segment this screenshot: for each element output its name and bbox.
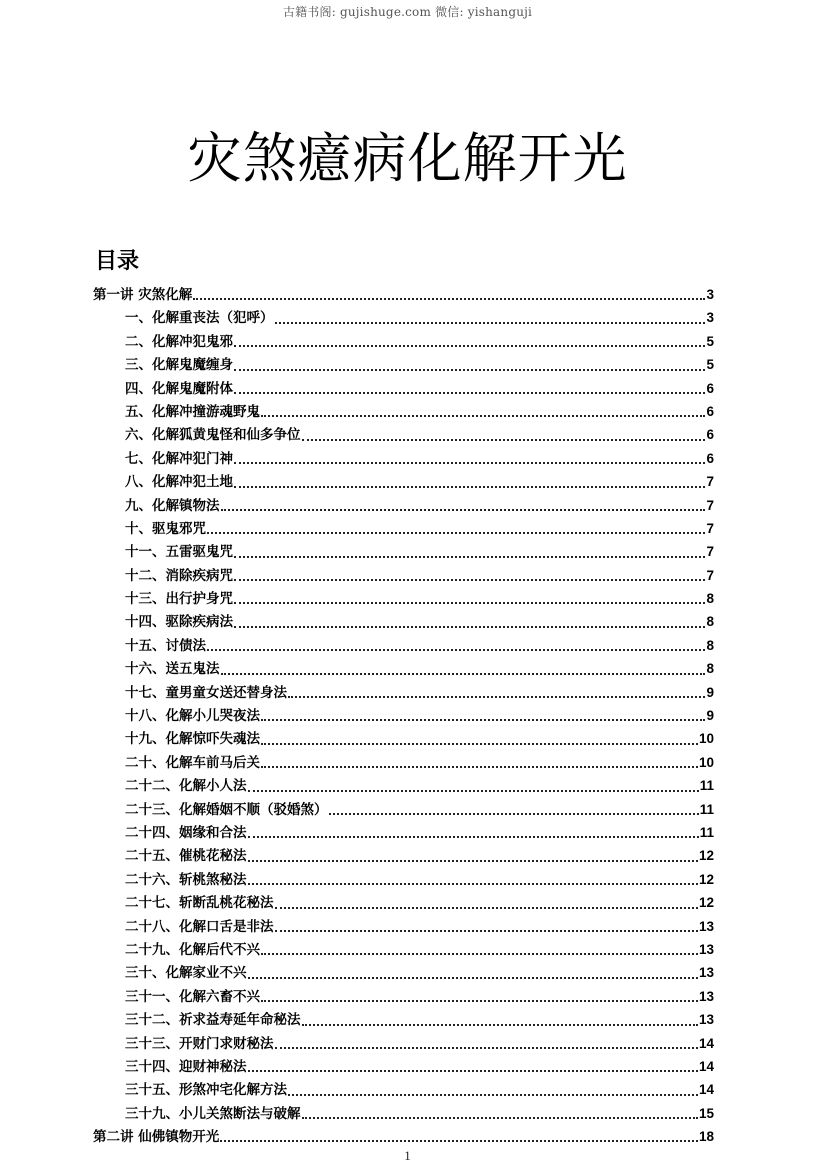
- toc-section-entry[interactable]: [93, 540, 714, 563]
- toc-section-entry[interactable]: [93, 657, 714, 680]
- toc-section-entry[interactable]: [93, 1078, 714, 1101]
- toc-entry-label: 二十七、斩断乱桃花秘法: [125, 895, 274, 912]
- toc-section-entry[interactable]: [93, 798, 714, 821]
- toc-entry-page: 10: [698, 754, 714, 770]
- toc-entry-page: 7: [706, 544, 714, 560]
- toc-heading: 目录: [95, 249, 140, 274]
- toc-section-entry[interactable]: [93, 517, 714, 540]
- toc-section-entry[interactable]: [93, 377, 714, 400]
- toc-entry-label: 十八、化解小儿哭夜法: [125, 708, 260, 725]
- toc-entry-label: 十六、送五鬼法: [125, 661, 220, 678]
- toc-entry-page: 13: [698, 1012, 714, 1028]
- toc-entry-label: 二十五、催桃花秘法: [125, 848, 247, 865]
- header-watermark: 古籍书阁: gujishuge.com 微信: yishanguji: [282, 5, 533, 19]
- toc-entry-page: 11: [699, 778, 714, 794]
- toc-entry-page: 9: [706, 708, 714, 724]
- dot-leader: [248, 1069, 698, 1072]
- document-title: 灾煞癔病化解开光: [187, 129, 628, 189]
- table-of-contents: [93, 283, 714, 1148]
- toc-section-entry[interactable]: [93, 985, 714, 1008]
- toc-section-entry[interactable]: [93, 915, 714, 938]
- toc-entry-label: 第二讲 仙佛镇物开光: [93, 1129, 220, 1146]
- toc-entry-page: 14: [698, 1082, 714, 1098]
- dot-leader: [261, 999, 698, 1002]
- toc-entry-label: 十二、消除疾病咒: [125, 567, 233, 584]
- toc-section-entry[interactable]: [93, 400, 714, 423]
- dot-leader: [220, 1139, 698, 1142]
- toc-entry-label: 十三、出行护身咒: [125, 591, 233, 608]
- toc-section-entry[interactable]: [93, 891, 714, 914]
- toc-entry-page: 6: [706, 380, 714, 396]
- toc-entry-label: 四、化解鬼魔附体: [125, 380, 233, 397]
- toc-section-entry[interactable]: [93, 494, 714, 517]
- dot-leader: [288, 695, 705, 698]
- toc-entry-label: 十五、讨债法: [125, 637, 206, 654]
- toc-chapter-entry[interactable]: [93, 1125, 714, 1148]
- toc-entry-page: 11: [699, 801, 714, 817]
- dot-leader: [261, 414, 705, 417]
- toc-section-entry[interactable]: [93, 681, 714, 704]
- toc-entry-label: 五、化解冲撞游魂野鬼: [125, 403, 260, 420]
- toc-section-entry[interactable]: [93, 447, 714, 470]
- toc-entry-label: 八、化解冲犯土地: [125, 474, 233, 491]
- toc-entry-page: 18: [698, 1129, 714, 1145]
- toc-entry-page: 7: [706, 474, 714, 490]
- toc-section-entry[interactable]: [93, 470, 714, 493]
- toc-entry-page: 6: [706, 450, 714, 466]
- toc-section-entry[interactable]: [93, 774, 714, 797]
- dot-leader: [248, 976, 698, 979]
- dot-leader: [248, 859, 698, 862]
- dot-leader: [275, 321, 706, 324]
- toc-entry-label: 三十四、迎财神秘法: [125, 1058, 247, 1075]
- toc-section-entry[interactable]: [93, 634, 714, 657]
- dot-leader: [261, 742, 698, 745]
- toc-entry-page: 14: [698, 1035, 714, 1051]
- toc-section-entry[interactable]: [93, 751, 714, 774]
- dot-leader: [261, 952, 698, 955]
- toc-entry-page: 5: [706, 357, 714, 373]
- toc-chapter-entry[interactable]: [93, 283, 714, 306]
- toc-section-entry[interactable]: [93, 821, 714, 844]
- page-number: 1: [404, 1148, 411, 1163]
- dot-leader: [207, 531, 705, 534]
- toc-entry-page: 10: [698, 731, 714, 747]
- toc-section-entry[interactable]: [93, 844, 714, 867]
- toc-entry-label: 二十六、斩桃煞秘法: [125, 871, 247, 888]
- dot-leader: [275, 1046, 698, 1049]
- toc-entry-page: 9: [706, 684, 714, 700]
- toc-entry-page: 3: [706, 287, 714, 302]
- toc-entry-label: 十九、化解惊吓失魂法: [125, 731, 260, 748]
- toc-entry-label: 二十三、化解婚姻不顺（驳婚煞）: [125, 801, 328, 818]
- toc-entry-label: 十七、童男童女送还替身法: [125, 684, 287, 701]
- dot-leader: [234, 555, 705, 558]
- toc-entry-label: 三十一、化解六畜不兴: [125, 988, 260, 1005]
- toc-entry-label: 一、化解重丧法（犯呼）: [125, 310, 274, 327]
- dot-leader: [275, 929, 698, 932]
- toc-entry-label: 七、化解冲犯门神: [125, 450, 233, 467]
- toc-entry-label: 六、化解狐黄鬼怪和仙多争位: [125, 427, 301, 444]
- toc-entry-page: 6: [706, 403, 714, 419]
- toc-entry-label: 十一、五雷驱鬼咒: [125, 544, 233, 561]
- toc-entry-page: 11: [699, 824, 714, 840]
- toc-section-entry[interactable]: [93, 306, 714, 329]
- dot-leader: [302, 438, 706, 441]
- dot-leader: [234, 485, 705, 488]
- toc-entry-label: 三、化解鬼魔缠身: [125, 357, 233, 374]
- dot-leader: [261, 765, 698, 768]
- toc-section-entry[interactable]: [93, 938, 714, 961]
- toc-entry-label: 二十二、化解小人法: [125, 778, 247, 795]
- toc-section-entry[interactable]: [93, 1102, 714, 1125]
- toc-entry-page: 12: [698, 871, 714, 887]
- toc-section-entry[interactable]: [93, 1032, 714, 1055]
- toc-entry-label: 二十四、姻缘和合法: [125, 824, 247, 841]
- dot-leader: [234, 368, 705, 371]
- dot-leader: [234, 578, 705, 581]
- toc-entry-page: 3: [706, 310, 714, 326]
- toc-entry-page: 8: [706, 614, 714, 630]
- toc-entry-label: 九、化解镇物法: [125, 497, 220, 514]
- dot-leader: [234, 625, 705, 628]
- toc-entry-page: 5: [706, 333, 714, 349]
- toc-entry-page: 13: [698, 918, 714, 934]
- toc-section-entry[interactable]: [93, 1055, 714, 1078]
- dot-leader: [234, 461, 705, 464]
- toc-entry-label: 二十八、化解口舌是非法: [125, 918, 274, 935]
- toc-entry-page: 7: [706, 520, 714, 536]
- toc-entry-page: 13: [698, 988, 714, 1004]
- toc-section-entry[interactable]: [93, 423, 714, 446]
- toc-entry-page: 7: [706, 567, 714, 583]
- dot-leader: [261, 718, 705, 721]
- toc-entry-page: 15: [698, 1105, 714, 1121]
- toc-section-entry[interactable]: [93, 330, 714, 353]
- toc-entry-page: 8: [706, 591, 714, 607]
- dot-leader: [221, 508, 706, 511]
- toc-section-entry[interactable]: [93, 704, 714, 727]
- toc-entry-label: 三十九、小儿关煞断法与破解: [125, 1105, 301, 1122]
- toc-entry-page: 6: [706, 427, 714, 443]
- toc-entry-page: 14: [698, 1058, 714, 1074]
- dot-leader: [207, 648, 705, 651]
- toc-entry-page: 13: [698, 965, 714, 981]
- dot-leader: [302, 1116, 698, 1119]
- dot-leader: [221, 672, 706, 675]
- dot-leader: [302, 1023, 698, 1026]
- dot-leader: [275, 906, 698, 909]
- toc-entry-page: 12: [698, 848, 714, 864]
- toc-section-entry[interactable]: [93, 564, 714, 587]
- dot-leader: [288, 1093, 698, 1096]
- toc-entry-label: 十四、驱除疾病法: [125, 614, 233, 631]
- dot-leader: [329, 812, 699, 815]
- toc-entry-label: 三十三、开财门求财秘法: [125, 1035, 274, 1052]
- toc-entry-label: 三十二、祈求益寿延年命秘法: [125, 1012, 301, 1029]
- toc-entry-page: 12: [698, 895, 714, 911]
- dot-leader: [248, 835, 699, 838]
- toc-entry-page: 7: [706, 497, 714, 513]
- toc-entry-page: 13: [698, 941, 714, 957]
- toc-section-entry[interactable]: [93, 868, 714, 891]
- toc-entry-label: 三十五、形煞冲宅化解方法: [125, 1082, 287, 1099]
- dot-leader: [234, 601, 705, 604]
- toc-section-entry[interactable]: [93, 610, 714, 633]
- toc-entry-page: 8: [706, 661, 714, 677]
- toc-entry-label: 十、驱鬼邪咒: [125, 520, 206, 537]
- toc-section-entry[interactable]: [93, 727, 714, 750]
- dot-leader: [193, 297, 705, 300]
- toc-section-entry[interactable]: [93, 353, 714, 376]
- toc-entry-label: 二十、化解车前马后关: [125, 754, 260, 771]
- toc-entry-label: 三十、化解家业不兴: [125, 965, 247, 982]
- toc-section-entry[interactable]: [93, 961, 714, 984]
- dot-leader: [248, 882, 698, 885]
- toc-entry-page: 8: [706, 637, 714, 653]
- dot-leader: [248, 789, 699, 792]
- toc-section-entry[interactable]: [93, 587, 714, 610]
- toc-entry-label: 二、化解冲犯鬼邪: [125, 333, 233, 350]
- toc-entry-label: 第一讲 灾煞化解: [93, 287, 193, 303]
- toc-section-entry[interactable]: [93, 1008, 714, 1031]
- toc-entry-label: 二十九、化解后代不兴: [125, 941, 260, 958]
- dot-leader: [234, 391, 705, 394]
- dot-leader: [234, 344, 705, 347]
